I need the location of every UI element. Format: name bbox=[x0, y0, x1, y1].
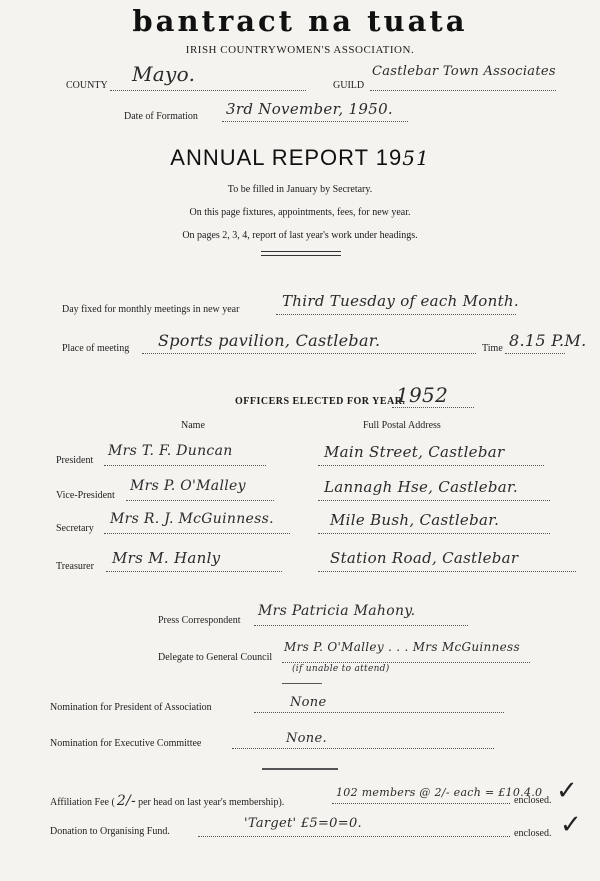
officers-year-line bbox=[392, 407, 474, 408]
name-column-header: Name bbox=[181, 420, 205, 431]
donation-line bbox=[198, 836, 510, 837]
header-divider bbox=[261, 251, 341, 256]
treasurer-address: Station Road, Castlebar bbox=[330, 549, 519, 567]
secretary-address: Mile Bush, Castlebar. bbox=[330, 511, 500, 529]
county-value: Mayo. bbox=[132, 62, 196, 86]
vice-president-address-line bbox=[318, 500, 550, 501]
treasurer-label: Treasurer bbox=[56, 561, 94, 572]
meeting-time-label: Time bbox=[482, 343, 503, 354]
formation-label: Date of Formation bbox=[124, 111, 198, 122]
donation-enclosed: enclosed. bbox=[514, 828, 552, 839]
middle-divider bbox=[282, 683, 322, 684]
secretary-name: Mrs R. J. McGuinness. bbox=[110, 511, 274, 527]
affiliation-check-icon: ✓ bbox=[556, 776, 578, 806]
officers-year: 1952 bbox=[396, 383, 449, 407]
guild-line bbox=[370, 90, 556, 91]
nomination-president-line bbox=[254, 712, 504, 713]
officers-title: OFFICERS ELECTED FOR YEAR. bbox=[235, 396, 406, 407]
president-name-line bbox=[104, 465, 266, 466]
report-title-text: ANNUAL REPORT 19 bbox=[170, 145, 403, 170]
meeting-place-line bbox=[142, 353, 476, 354]
affiliation-enclosed: enclosed. bbox=[514, 795, 552, 806]
lower-divider bbox=[262, 768, 338, 770]
meeting-day-line bbox=[276, 314, 516, 315]
president-address: Main Street, Castlebar bbox=[324, 443, 505, 461]
treasurer-name-line bbox=[106, 571, 282, 572]
nomination-executive-value: None. bbox=[286, 731, 327, 746]
affiliation-calc: 102 members @ 2/- each = £10.4.0 bbox=[336, 786, 543, 799]
delegate-label: Delegate to General Council bbox=[158, 652, 273, 663]
vice-president-name-line bbox=[126, 500, 274, 501]
treasurer-address-line bbox=[318, 571, 576, 572]
affiliation-line bbox=[332, 803, 510, 804]
secretary-address-line bbox=[318, 533, 550, 534]
press-line bbox=[254, 625, 468, 626]
delegate-value: Mrs P. O'Malley . . . Mrs McGuinness bbox=[284, 640, 520, 654]
meeting-place-label: Place of meeting bbox=[62, 343, 130, 354]
secretary-name-line bbox=[104, 533, 290, 534]
instruction-2: On this page fixtures, appointments, fees, for new year. bbox=[189, 207, 411, 218]
formation-line bbox=[222, 121, 408, 122]
vice-president-address: Lannagh Hse, Castlebar. bbox=[324, 478, 518, 496]
donation-value: 'Target' £5=0=0. bbox=[244, 816, 362, 831]
meeting-day-label: Day fixed for monthly meetings in new year bbox=[62, 304, 240, 315]
nomination-president-label: Nomination for President of Association bbox=[50, 702, 212, 713]
delegate-line bbox=[282, 662, 530, 663]
guild-value: Castlebar Town Associates bbox=[372, 64, 556, 79]
affiliation-fee: 2/- bbox=[116, 793, 137, 809]
secretary-label: Secretary bbox=[56, 523, 94, 534]
formation-value: 3rd November, 1950. bbox=[226, 100, 393, 118]
donation-label: Donation to Organising Fund. bbox=[50, 826, 170, 837]
president-address-line bbox=[318, 465, 544, 466]
report-title bbox=[0, 145, 600, 171]
vice-president-name: Mrs P. O'Malley bbox=[130, 478, 246, 494]
president-label: President bbox=[56, 455, 94, 466]
meeting-time-value: 8.15 P.M. bbox=[509, 331, 587, 350]
affiliation-label-start: Affiliation Fee ( bbox=[50, 797, 115, 808]
meeting-place-value: Sports pavilion, Castlebar. bbox=[158, 331, 381, 350]
president-name: Mrs T. F. Duncan bbox=[108, 443, 233, 459]
treasurer-name: Mrs M. Hanly bbox=[112, 549, 221, 567]
county-line bbox=[110, 90, 306, 91]
instruction-1: To be filled in January by Secretary. bbox=[227, 184, 373, 195]
report-year: 51 bbox=[402, 146, 430, 170]
gaelic-title: bantract na tuata bbox=[132, 4, 468, 38]
press-label: Press Correspondent bbox=[158, 615, 241, 626]
nomination-executive-line bbox=[232, 748, 494, 749]
nomination-executive-label: Nomination for Executive Committee bbox=[50, 738, 202, 749]
address-column-header: Full Postal Address bbox=[363, 420, 441, 431]
vice-president-label: Vice-President bbox=[56, 490, 115, 501]
guild-label: GUILD bbox=[333, 80, 365, 91]
press-value: Mrs Patricia Mahony. bbox=[258, 603, 416, 619]
meeting-time-line bbox=[505, 353, 565, 354]
meeting-day-value: Third Tuesday of each Month. bbox=[282, 292, 519, 310]
delegate-note: (if unable to attend) bbox=[292, 664, 390, 674]
instruction-3: On pages 2, 3, 4, report of last year's work under headings. bbox=[182, 230, 418, 241]
donation-check-icon: ✓ bbox=[560, 810, 582, 840]
county-label: COUNTY bbox=[66, 80, 108, 91]
affiliation-label bbox=[50, 793, 284, 809]
association-name: IRISH COUNTRYWOMEN'S ASSOCIATION. bbox=[185, 44, 415, 56]
affiliation-label-end: per head on last year's membership). bbox=[138, 797, 285, 808]
nomination-president-value: None bbox=[290, 695, 327, 710]
